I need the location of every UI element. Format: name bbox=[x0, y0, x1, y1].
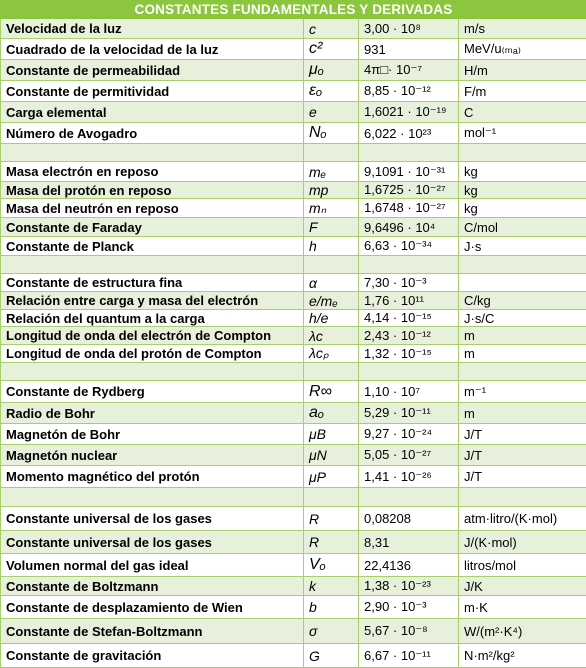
constant-symbol: mₑ bbox=[304, 162, 359, 182]
constant-name: Constante de Stefan-Boltzmann bbox=[1, 619, 304, 644]
title-row bbox=[1, 1, 586, 19]
constant-symbol: e bbox=[304, 102, 359, 123]
constant-value: 5,67 · 10⁻⁸ bbox=[359, 619, 459, 644]
constant-symbol: c bbox=[304, 19, 359, 39]
constant-value: 1,6725 · 10⁻²⁷ bbox=[359, 182, 459, 199]
constant-value: 5,05 · 10⁻²⁷ bbox=[359, 445, 459, 466]
constant-value: 4,14 · 10⁻¹⁵ bbox=[359, 310, 459, 327]
table-row bbox=[1, 162, 586, 182]
constant-value: 9,1091 · 10⁻³¹ bbox=[359, 162, 459, 182]
constant-symbol: μB bbox=[304, 424, 359, 445]
constant-unit: mol⁻¹ bbox=[459, 123, 586, 144]
constant-value: 1,10 · 10⁷ bbox=[359, 381, 459, 403]
table-row bbox=[1, 554, 586, 577]
constant-unit bbox=[459, 274, 586, 292]
constant-unit: J·s/C bbox=[459, 310, 586, 327]
table-title: CONSTANTES FUNDAMENTALES Y DERIVADAS bbox=[1, 1, 586, 19]
constant-name bbox=[1, 256, 304, 274]
constant-unit: F/m bbox=[459, 81, 586, 102]
constant-name: Constante universal de los gases bbox=[1, 507, 304, 531]
table-row bbox=[1, 424, 586, 445]
constant-unit: C/mol bbox=[459, 218, 586, 237]
constant-name bbox=[1, 144, 304, 162]
table-row bbox=[1, 123, 586, 144]
constant-symbol: k bbox=[304, 577, 359, 596]
constant-unit: W/(m²·K⁴) bbox=[459, 619, 586, 644]
constant-symbol: λcₚ bbox=[304, 345, 359, 363]
constant-symbol: R bbox=[304, 531, 359, 554]
constant-symbol: R bbox=[304, 507, 359, 531]
table-row bbox=[1, 81, 586, 102]
constant-symbol: μN bbox=[304, 445, 359, 466]
constant-unit: J/(K·mol) bbox=[459, 531, 586, 554]
table-row bbox=[1, 619, 586, 644]
constant-name: Volumen normal del gas ideal bbox=[1, 554, 304, 577]
constant-unit: N·m²/kg² bbox=[459, 644, 586, 668]
constant-value bbox=[359, 488, 459, 507]
spacer-row bbox=[1, 363, 586, 381]
constant-value: 1,76 · 10¹¹ bbox=[359, 292, 459, 310]
constant-symbol: Vₒ bbox=[304, 554, 359, 577]
constant-name: Magnetón de Bohr bbox=[1, 424, 304, 445]
constant-value: 6,022 · 10²³ bbox=[359, 123, 459, 144]
table-row bbox=[1, 577, 586, 596]
constant-name: Constante de Planck bbox=[1, 237, 304, 256]
constant-unit bbox=[459, 363, 586, 381]
spacer-row bbox=[1, 144, 586, 162]
constant-unit: atm·litro/(K·mol) bbox=[459, 507, 586, 531]
table-row bbox=[1, 274, 586, 292]
table-body bbox=[1, 19, 586, 668]
table-row bbox=[1, 237, 586, 256]
constant-value: 8,31 bbox=[359, 531, 459, 554]
table-row bbox=[1, 60, 586, 81]
constant-name: Constante de Boltzmann bbox=[1, 577, 304, 596]
constant-name: Masa del protón en reposo bbox=[1, 182, 304, 199]
table-row bbox=[1, 327, 586, 345]
constant-symbol: mₙ bbox=[304, 199, 359, 218]
spacer-row bbox=[1, 488, 586, 507]
table-row bbox=[1, 292, 586, 310]
constant-unit: kg bbox=[459, 182, 586, 199]
constant-name: Constante de gravitación bbox=[1, 644, 304, 668]
table-row bbox=[1, 39, 586, 60]
constant-value: 1,32 · 10⁻¹⁵ bbox=[359, 345, 459, 363]
table-row bbox=[1, 199, 586, 218]
constant-name: Constante de Rydberg bbox=[1, 381, 304, 403]
constant-value: 8,85 · 10⁻¹² bbox=[359, 81, 459, 102]
constant-symbol: b bbox=[304, 596, 359, 619]
constant-name: Relación del quantum a la carga bbox=[1, 310, 304, 327]
constant-symbol: μₒ bbox=[304, 60, 359, 81]
constant-unit bbox=[459, 144, 586, 162]
constant-value: 5,29 · 10⁻¹¹ bbox=[359, 403, 459, 424]
constant-symbol: λc bbox=[304, 327, 359, 345]
table-row bbox=[1, 345, 586, 363]
constant-symbol: εₒ bbox=[304, 81, 359, 102]
table-row bbox=[1, 403, 586, 424]
spacer-row bbox=[1, 256, 586, 274]
constant-symbol: h/e bbox=[304, 310, 359, 327]
constant-name: Masa electrón en reposo bbox=[1, 162, 304, 182]
constant-name: Radio de Bohr bbox=[1, 403, 304, 424]
constant-name: Longitud de onda del protón de Compton bbox=[1, 345, 304, 363]
constant-unit: C/kg bbox=[459, 292, 586, 310]
constant-value: 9,27 · 10⁻²⁴ bbox=[359, 424, 459, 445]
constant-name: Constante de permitividad bbox=[1, 81, 304, 102]
constant-symbol: c² bbox=[304, 39, 359, 60]
constant-name: Velocidad de la luz bbox=[1, 19, 304, 39]
constant-unit: kg bbox=[459, 162, 586, 182]
constant-value: 1,6021 · 10⁻¹⁹ bbox=[359, 102, 459, 123]
table-row bbox=[1, 182, 586, 199]
constant-unit: m·K bbox=[459, 596, 586, 619]
constant-value: 931 bbox=[359, 39, 459, 60]
constant-name: Constante de estructura fina bbox=[1, 274, 304, 292]
constant-unit: H/m bbox=[459, 60, 586, 81]
constant-symbol: aₒ bbox=[304, 403, 359, 424]
constant-symbol: μP bbox=[304, 466, 359, 488]
constant-name bbox=[1, 363, 304, 381]
table-row bbox=[1, 507, 586, 531]
constant-value: 1,38 · 10⁻²³ bbox=[359, 577, 459, 596]
constant-symbol: mp bbox=[304, 182, 359, 199]
constant-unit: m bbox=[459, 327, 586, 345]
constant-value: 2,43 · 10⁻¹² bbox=[359, 327, 459, 345]
constant-symbol bbox=[304, 488, 359, 507]
table-row bbox=[1, 310, 586, 327]
constant-unit: C bbox=[459, 102, 586, 123]
constant-value: 1,41 · 10⁻²⁶ bbox=[359, 466, 459, 488]
constant-name: Momento magnético del protón bbox=[1, 466, 304, 488]
constant-name: Constante de desplazamiento de Wien bbox=[1, 596, 304, 619]
constant-value: 1,6748 · 10⁻²⁷ bbox=[359, 199, 459, 218]
constant-name: Masa del neutrón en reposo bbox=[1, 199, 304, 218]
table-row bbox=[1, 445, 586, 466]
table-row bbox=[1, 466, 586, 488]
constant-unit: J/T bbox=[459, 466, 586, 488]
constant-name bbox=[1, 488, 304, 507]
constant-symbol: e/mₑ bbox=[304, 292, 359, 310]
table-row bbox=[1, 644, 586, 668]
constant-name: Carga elemental bbox=[1, 102, 304, 123]
table-row bbox=[1, 531, 586, 554]
constant-name: Magnetón nuclear bbox=[1, 445, 304, 466]
constant-symbol: Nₒ bbox=[304, 123, 359, 144]
constant-symbol: R∞ bbox=[304, 381, 359, 403]
constant-name: Constante de Faraday bbox=[1, 218, 304, 237]
constant-name: Relación entre carga y masa del electrón bbox=[1, 292, 304, 310]
constant-unit: J/T bbox=[459, 424, 586, 445]
constant-unit: J/T bbox=[459, 445, 586, 466]
constant-unit: litros/mol bbox=[459, 554, 586, 577]
table-row bbox=[1, 381, 586, 403]
constant-value bbox=[359, 144, 459, 162]
constant-symbol bbox=[304, 144, 359, 162]
constant-value: 0,08208 bbox=[359, 507, 459, 531]
table-row bbox=[1, 19, 586, 39]
constant-symbol: G bbox=[304, 644, 359, 668]
constant-unit: J/K bbox=[459, 577, 586, 596]
constant-value: 22,4136 bbox=[359, 554, 459, 577]
constant-name: Constante universal de los gases bbox=[1, 531, 304, 554]
constant-value: 6,63 · 10⁻³⁴ bbox=[359, 237, 459, 256]
constant-name: Constante de permeabilidad bbox=[1, 60, 304, 81]
constant-unit bbox=[459, 256, 586, 274]
constant-value: 2,90 · 10⁻³ bbox=[359, 596, 459, 619]
constant-symbol: F bbox=[304, 218, 359, 237]
constant-symbol bbox=[304, 363, 359, 381]
table-row bbox=[1, 596, 586, 619]
constant-name: Número de Avogadro bbox=[1, 123, 304, 144]
constant-value: 6,67 · 10⁻¹¹ bbox=[359, 644, 459, 668]
constant-unit: m bbox=[459, 345, 586, 363]
constant-unit bbox=[459, 488, 586, 507]
constant-value: 4π□· 10⁻⁷ bbox=[359, 60, 459, 81]
constant-symbol: h bbox=[304, 237, 359, 256]
constant-value: 7,30 · 10⁻³ bbox=[359, 274, 459, 292]
table-row bbox=[1, 218, 586, 237]
constant-name: Cuadrado de la velocidad de la luz bbox=[1, 39, 304, 60]
constant-unit: J·s bbox=[459, 237, 586, 256]
constant-symbol: α bbox=[304, 274, 359, 292]
constant-value: 9,6496 · 10⁴ bbox=[359, 218, 459, 237]
constant-value bbox=[359, 256, 459, 274]
constant-unit: m bbox=[459, 403, 586, 424]
constant-unit: m⁻¹ bbox=[459, 381, 586, 403]
constant-symbol bbox=[304, 256, 359, 274]
constant-symbol: σ bbox=[304, 619, 359, 644]
constant-value: 3,00 · 10⁸ bbox=[359, 19, 459, 39]
constant-unit: m/s bbox=[459, 19, 586, 39]
constant-unit: kg bbox=[459, 199, 586, 218]
table-row bbox=[1, 102, 586, 123]
constant-value bbox=[359, 363, 459, 381]
constant-name: Longitud de onda del electrón de Compton bbox=[1, 327, 304, 345]
constant-unit: MeV/u₍ₘₐ₎ bbox=[459, 39, 586, 60]
